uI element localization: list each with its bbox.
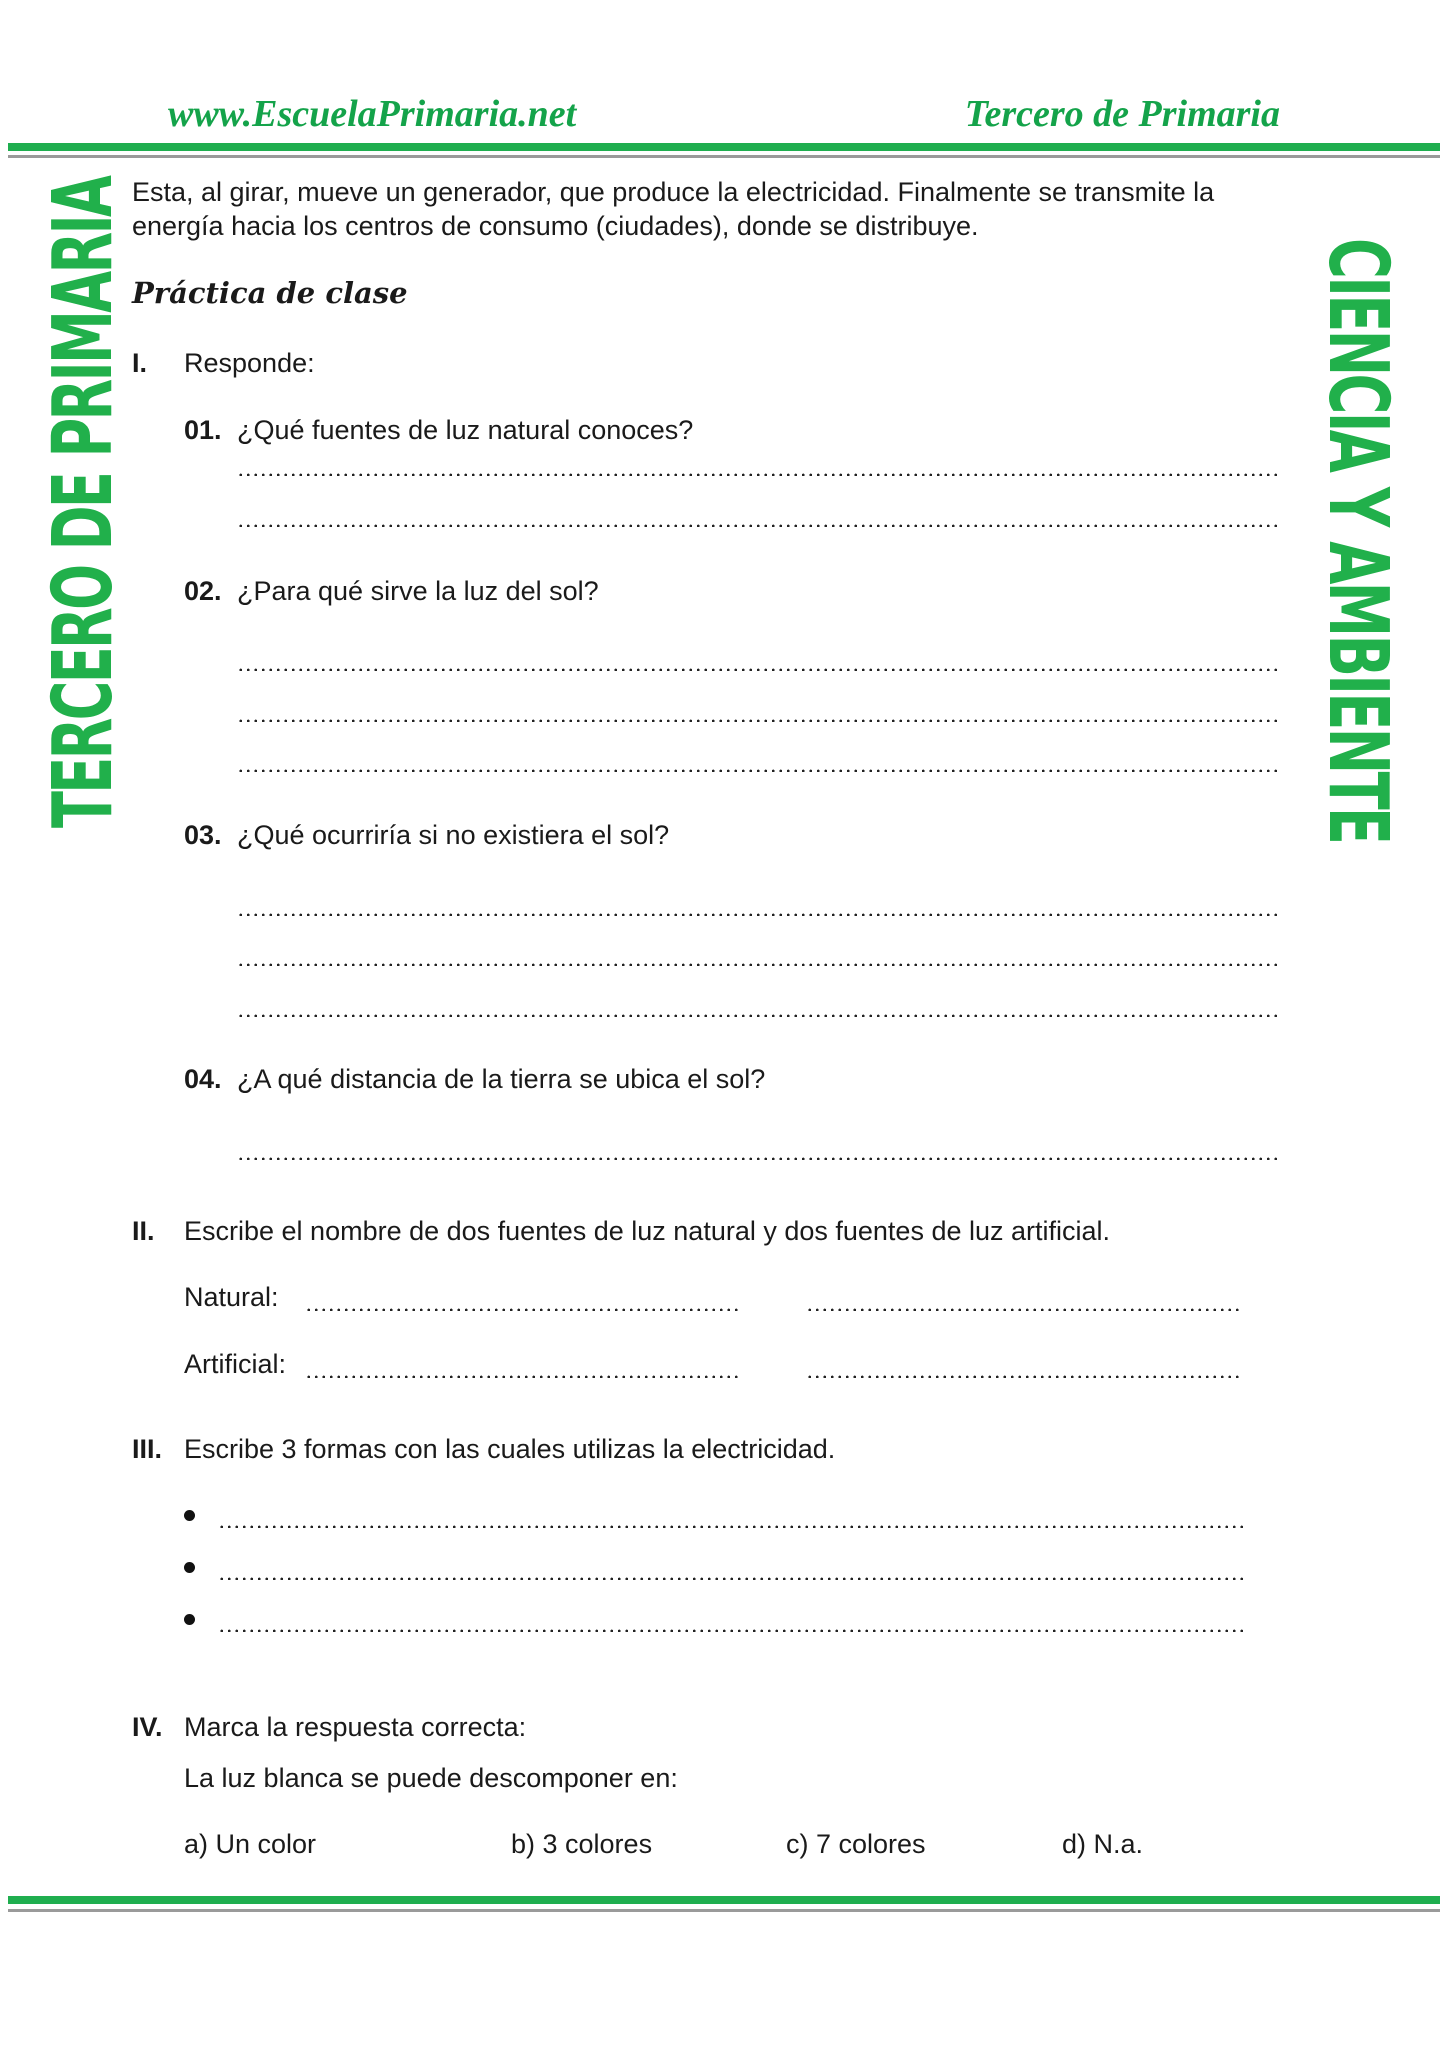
side-banner-subject: CIENCIA Y AMBIENTE [1310,238,1405,843]
section-4-instruction: Marca la respuesta correcta: [184,1712,527,1742]
question-number: 03. [184,820,222,850]
bullet-icon [184,1562,195,1573]
option-d[interactable]: d) N.a. [1062,1829,1144,1859]
section-3-instruction: Escribe 3 formas con las cuales utilizas la electricidad. [184,1434,836,1464]
grade-title: Tercero de Primaria [964,93,1280,135]
section-1-instruction: Responde: [184,348,315,378]
artificial-answer-1[interactable] [305,1356,741,1378]
artificial-answer-2[interactable] [806,1356,1242,1378]
question-number: 02. [184,576,222,606]
question-number: 04. [184,1064,222,1094]
header-green-rule [8,143,1440,151]
answer-line[interactable] [237,649,1277,671]
answer-line[interactable] [218,1506,1248,1528]
answer-line[interactable] [237,944,1277,966]
section-2-numeral: II. [132,1216,155,1246]
answer-line[interactable] [237,1138,1277,1160]
question-number: 01. [184,415,222,445]
footer-green-rule [8,1896,1440,1904]
natural-answer-2[interactable] [806,1289,1242,1311]
header-grey-rule [8,155,1440,158]
section-1-numeral: I. [132,348,148,378]
answer-line[interactable] [237,750,1277,772]
answer-line[interactable] [237,995,1277,1017]
practice-title: Práctica de clase [132,276,408,310]
intro-line-1: Esta, al girar, mueve un generador, que produce la electricidad. Finalmente se transmite la [132,177,1215,207]
option-a[interactable]: a) Un color [184,1829,317,1859]
footer-grey-rule [8,1909,1440,1912]
answer-line[interactable] [237,894,1277,916]
natural-answer-1[interactable] [305,1289,741,1311]
natural-label: Natural: [184,1282,279,1312]
answer-line[interactable] [237,454,1277,476]
section-3-numeral: III. [132,1434,163,1464]
section-4-numeral: IV. [132,1712,163,1742]
question-text: ¿Para qué sirve la luz del sol? [237,576,599,606]
artificial-label: Artificial: [184,1349,287,1379]
bullet-icon [184,1510,195,1521]
answer-line[interactable] [237,505,1277,527]
side-banner-grade: TERCERO DE PRIMARIA [36,177,131,828]
answer-line[interactable] [218,1610,1248,1632]
intro-line-2: energía hacia los centros de consumo (ciudades), donde se distribuye. [132,211,979,241]
answer-line[interactable] [218,1558,1248,1580]
question-text: ¿Qué fuentes de luz natural conoces? [237,415,694,445]
section-2-instruction: Escribe el nombre de dos fuentes de luz natural y dos fuentes de luz artificial. [184,1216,1111,1246]
question-text: ¿A qué distancia de la tierra se ubica el sol? [237,1064,766,1094]
section-4-question: La luz blanca se puede descomponer en: [184,1763,678,1793]
answer-line[interactable] [237,700,1277,722]
question-text: ¿Qué ocurriría si no existiera el sol? [237,820,670,850]
option-b[interactable]: b) 3 colores [511,1829,653,1859]
option-c[interactable]: c) 7 colores [786,1829,926,1859]
site-url: www.EscuelaPrimaria.net [168,93,577,135]
bullet-icon [184,1614,195,1625]
